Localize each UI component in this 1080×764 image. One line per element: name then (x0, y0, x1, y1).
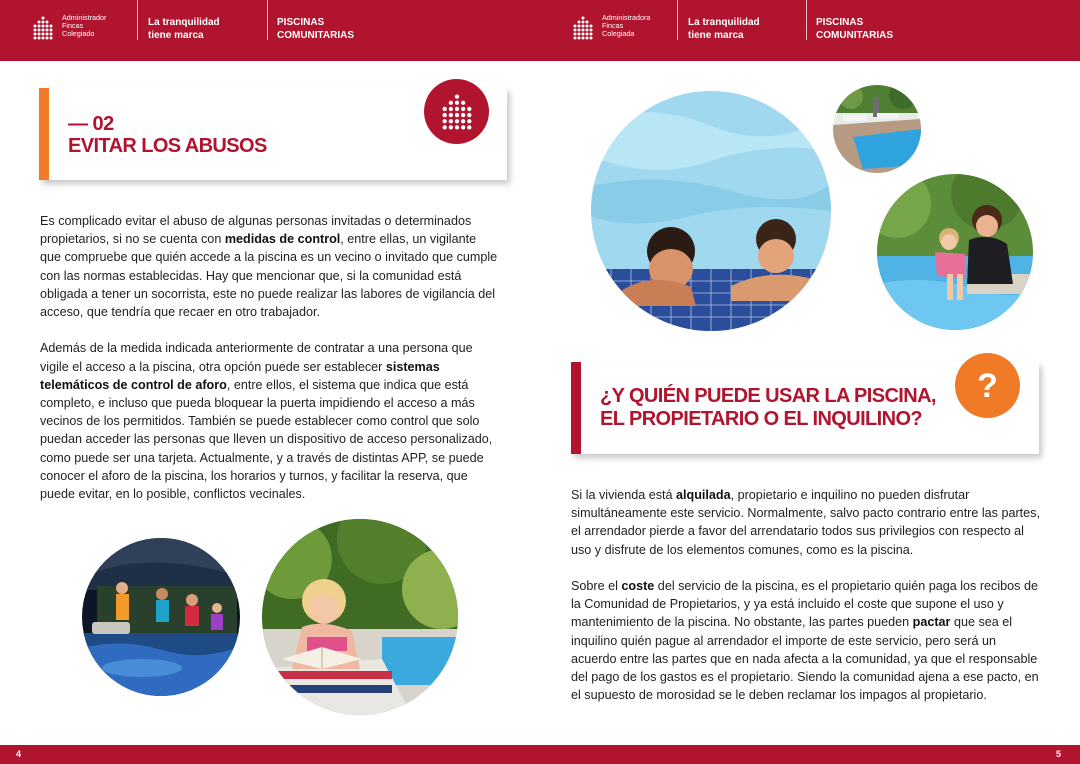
topic-line: PISCINAS (816, 17, 864, 28)
footer-bar (0, 745, 1080, 764)
photo-two-swimmers (591, 91, 831, 331)
card-accent-bar (39, 88, 49, 180)
section-number: — 02 (68, 113, 114, 135)
text-run: , entre ellos, el sistema que indica que está completo, e incluso que pueda bloquear la puerta impidiendo el acceso a más vecinos de los permitidos. También se puede establecer como control que solo puedan acceder las personas que lleven un dispositivo de acceso personalizado, como puede ser una tarjeta. Actualmente, y a través de distintas APP, se puede conocer el aforo de la piscina, los horarios y turnos, y facilitar la reserva, que puede evitar, en lo posible, conflictos vecinales. (40, 377, 493, 502)
question-badge (955, 353, 1020, 418)
left-page-header (0, 0, 540, 61)
paragraph (40, 212, 500, 321)
section-title: EVITAR LOS ABUSOS (68, 135, 267, 157)
logo-line: Colegiada (602, 29, 635, 38)
mother-child-pool-image (877, 174, 1033, 330)
text-run: , entre ellas, un vigilante que compruebe que quién accede a la piscina es un vecino o invitado que cumple con las normas establecidas. Hay que mencionar que, si la comunidad está obligada a tener un socorrista, este no puede realizar las labores de vigilancia del acceso, que tendría que recaer en otro trabajador. (40, 232, 498, 320)
left-body-text (40, 212, 500, 521)
logo-line: Fincas (62, 21, 84, 30)
header-divider (806, 0, 807, 40)
topic-line: COMUNITARIAS (816, 30, 894, 41)
logo-text (602, 14, 650, 38)
question-line: EL PROPIETARIO O EL INQUILINO? (600, 408, 923, 430)
topic-label (277, 16, 354, 42)
section-badge (424, 79, 489, 144)
grid-dots-badge-icon (437, 92, 477, 132)
tagline-line: tiene marca (148, 30, 204, 41)
paragraph (571, 577, 1041, 704)
text-run: , propietario e inquilino no pueden disfrutar simultáneamente este servicio. Normalmente, salvo pacto contrario entre las partes, el arrendador pierde a favor del arrendatario todos sus privilegios con respecto al uso y disfrute de los elementos comunes, como es la piscina. (571, 488, 1040, 557)
grid-dots-logo-icon (570, 15, 596, 41)
photo-pool-party (82, 538, 240, 696)
tagline-line: La tranquilidad (148, 17, 220, 28)
photo-pool-deck (833, 85, 921, 173)
header-divider (137, 0, 138, 40)
tagline-line: La tranquilidad (688, 17, 760, 28)
text-run: del servicio de la piscina, es el propietario quién paga los recibos de la Comunidad de Propietarios, y ya está incluido el coste que supone el uso y mantenimiento de la piscina. No obstante, las partes pueden (571, 579, 1038, 630)
page-number-right: 5 (1056, 749, 1062, 759)
logo-line: Colegiado (62, 29, 95, 38)
logo-line: Fincas (602, 21, 624, 30)
emphasis: alquilada (676, 488, 731, 502)
tagline (688, 16, 760, 42)
logo-line: Administradora (602, 13, 651, 22)
emphasis: medidas de control (224, 232, 341, 247)
text-run: Además de la medida indicada anteriormente de contratar a una persona que vigile el acceso a la piscina, otra opción puede ser establecer (40, 341, 473, 374)
topic-label (816, 16, 893, 42)
header-divider (267, 0, 268, 40)
pool-deck-image (833, 85, 921, 173)
girl-reading-image (262, 519, 458, 715)
text-run: Es complicado evitar el abuso de algunas personas invitadas o determinados propietarios, si no se cuenta con (40, 214, 472, 247)
text-run: Si la vivienda está (571, 488, 677, 502)
tagline (148, 16, 220, 42)
paragraph (40, 339, 500, 503)
text-run: Sobre el (571, 579, 622, 593)
logo (570, 14, 650, 41)
photo-girl-reading (262, 519, 458, 715)
pool-party-image (82, 538, 240, 696)
text-run: que sea el inquilino quién pague al arrendador el importe de este servicio, pero será un acuerdo entre las partes que en nada afecta a la comunidad, ya que el responsable del pago de los gastos es el propietario. Siendo la comunidad ajena a ese pacto, en el supuesto de morosidad se le deben reclamar los impagos al propietario. (571, 615, 1039, 703)
logo-line: Administrador (62, 13, 107, 22)
emphasis: sistemas telemáticos de control de aforo (40, 359, 440, 392)
question-title (600, 385, 960, 431)
card-accent-bar (571, 362, 581, 454)
paragraph (571, 486, 1041, 559)
header-divider (677, 0, 678, 40)
right-page-header (540, 0, 1080, 61)
logo-text (62, 14, 106, 38)
photo-mother-child (877, 174, 1033, 330)
right-body-text (571, 486, 1041, 723)
question-mark-icon: ? (977, 366, 998, 405)
topic-line: COMUNITARIAS (277, 30, 355, 41)
page-number-left: 4 (16, 749, 22, 759)
emphasis: coste (621, 579, 655, 593)
grid-dots-logo-icon (30, 15, 56, 41)
swimmers-pool-edge-image (591, 91, 831, 331)
topic-line: PISCINAS (277, 17, 325, 28)
tagline-line: tiene marca (688, 30, 744, 41)
question-line: ¿Y QUIÉN PUEDE USAR LA PISCINA, (600, 385, 936, 407)
emphasis: pactar (912, 615, 951, 630)
logo (30, 14, 106, 41)
